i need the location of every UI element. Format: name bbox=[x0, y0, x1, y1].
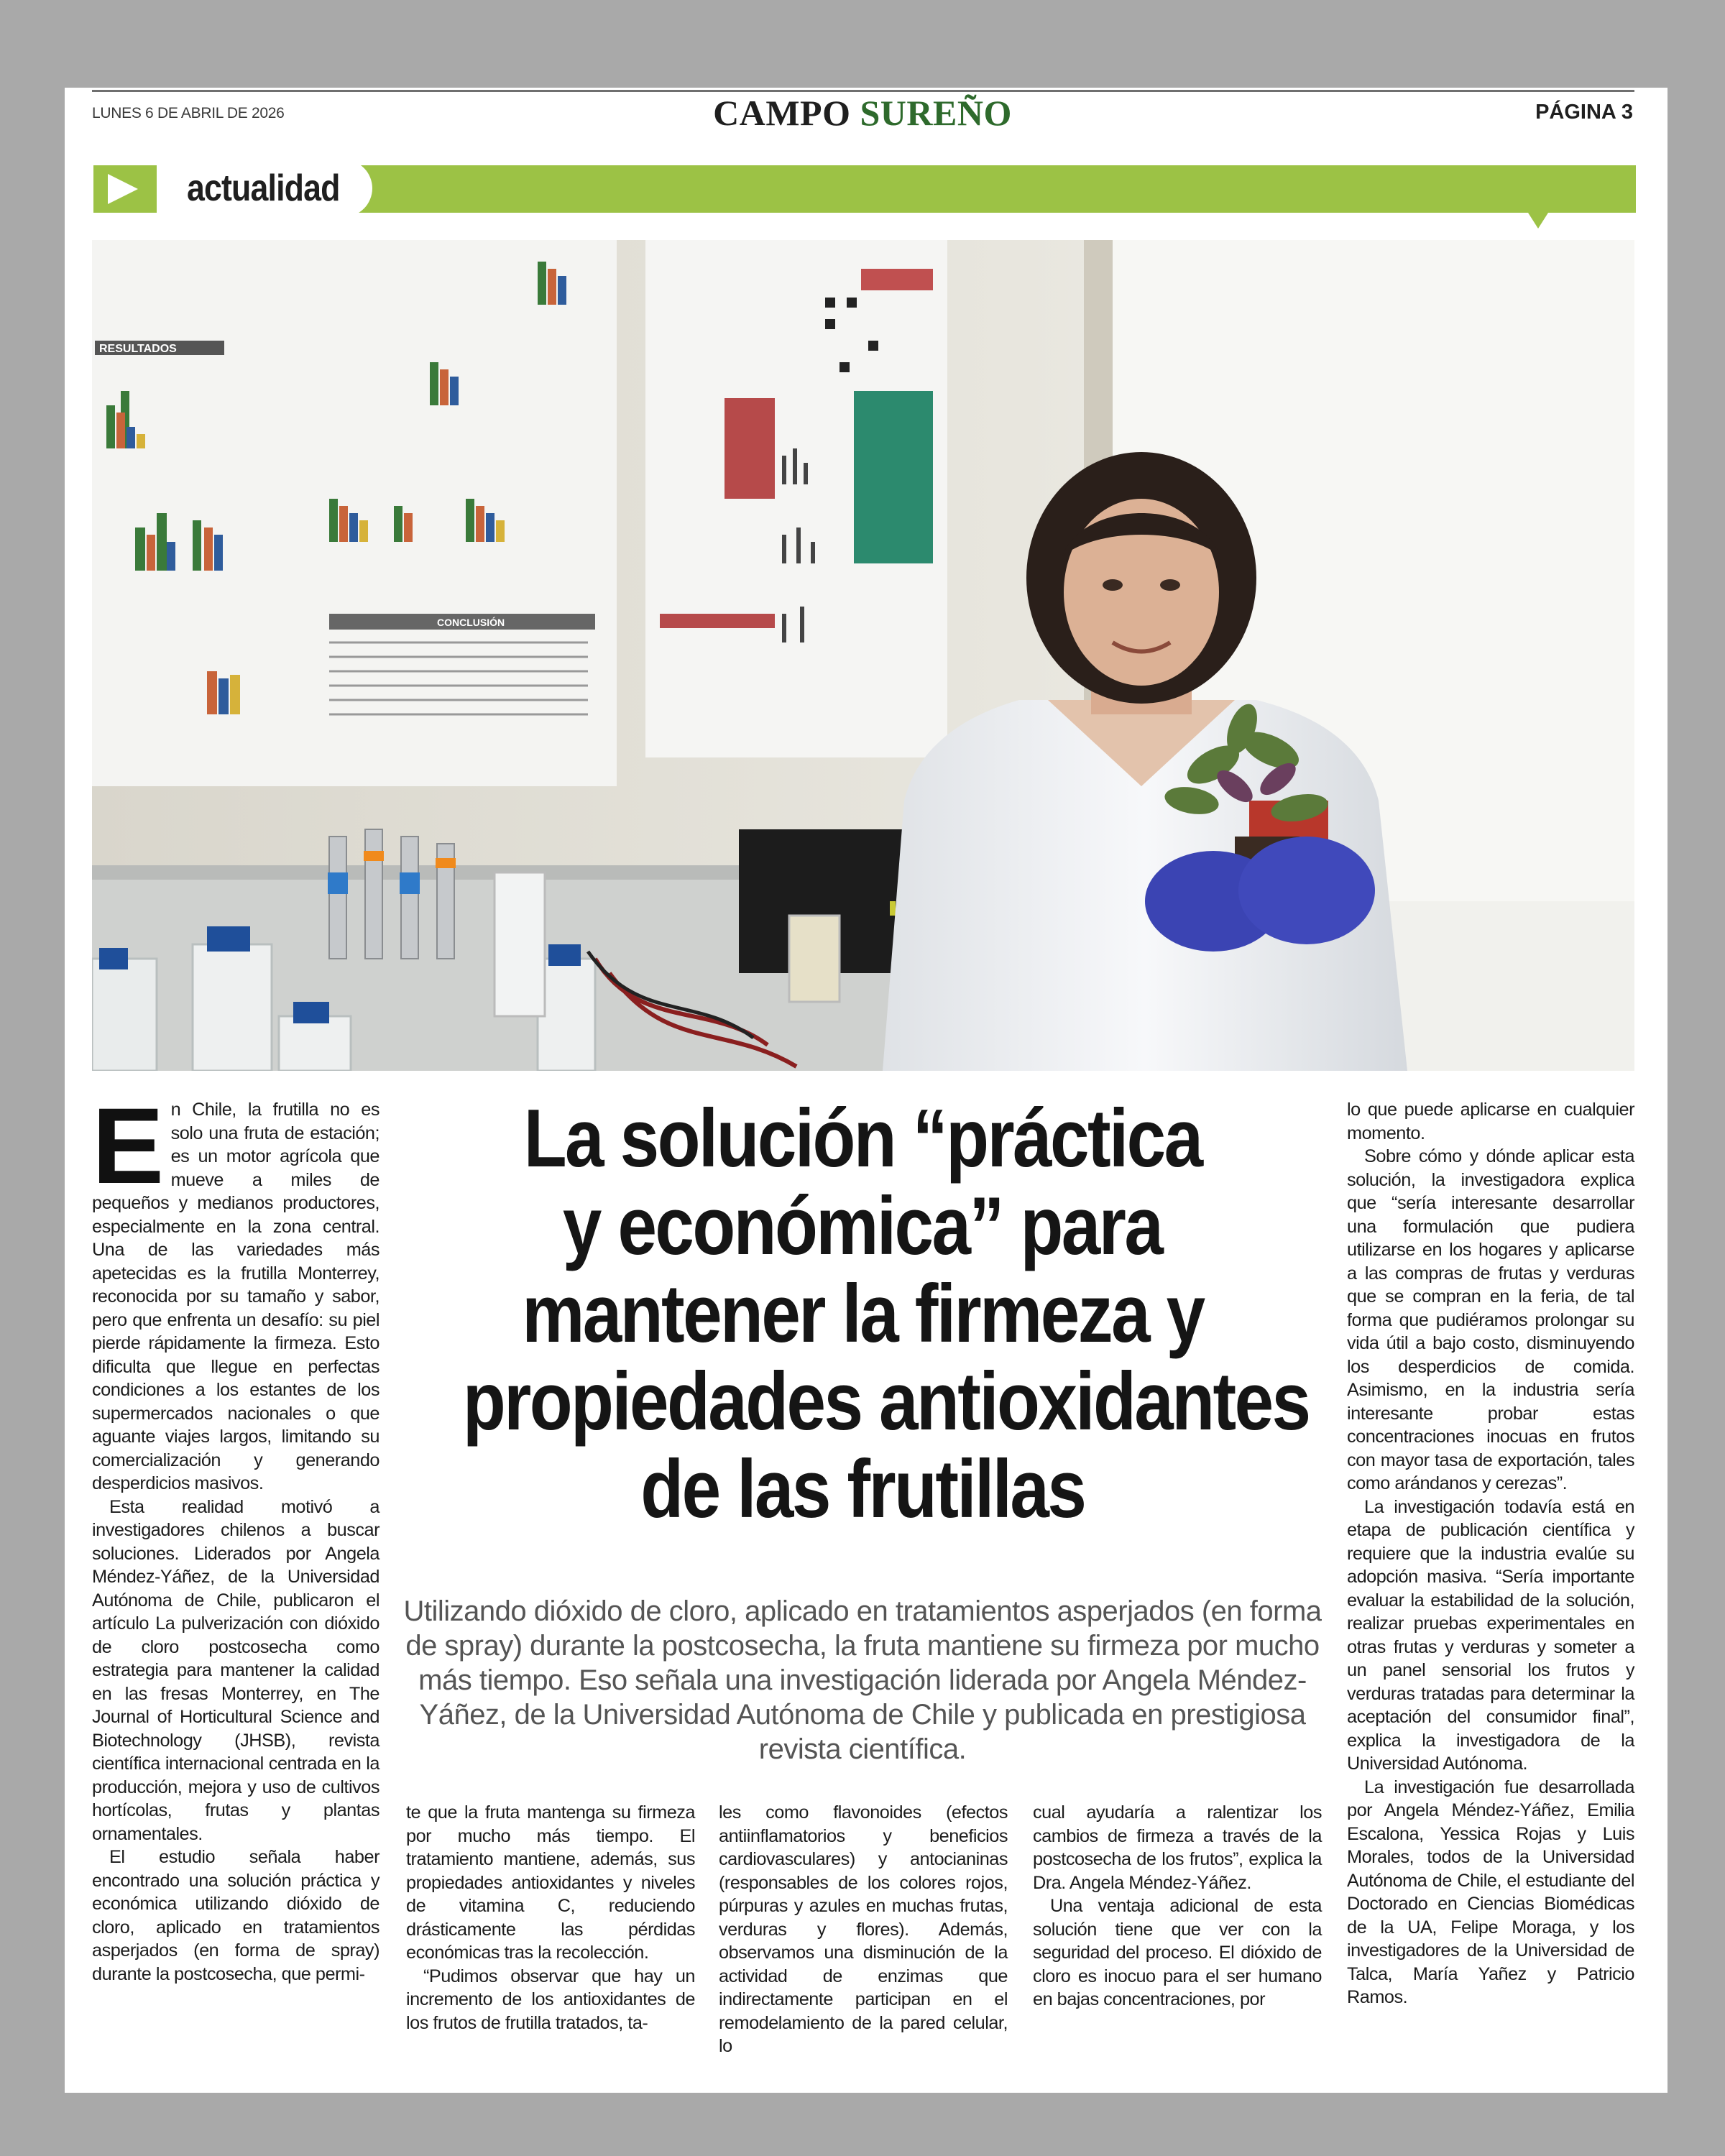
paragraph: La investigación fue desarrollada por Angela Méndez-Yáñez, Emilia Escalona, Yessica Rojas y Luis Morales, todos de la Universidad Autónoma de Chile, el estudiante del Doctorado en Ciencias Biomédicas de la UA, Felipe Moraga, y los investigadores de la Universidad de Talca, María Yañez y Patricio Ramos. bbox=[1347, 1777, 1634, 2007]
lab-photo bbox=[92, 240, 1634, 1071]
page-number: PÁGINA 3 bbox=[1535, 101, 1633, 124]
headline-line: mantener la firmeza y bbox=[521, 1268, 1204, 1360]
lab-photo-illustration bbox=[92, 240, 1634, 1071]
poster-conclusion-heading: CONCLUSIÓN bbox=[437, 617, 505, 628]
issue-date: LUNES 6 DE ABRIL DE 2026 bbox=[92, 105, 285, 121]
logo-word-sureno: SUREÑO bbox=[860, 93, 1012, 133]
paragraph: lo que puede aplicarse en cualquier momento. bbox=[1347, 1100, 1634, 1143]
dropcap: E bbox=[92, 1085, 164, 1206]
newspaper-logo bbox=[0, 92, 1725, 134]
article-column-4 bbox=[1033, 1801, 1322, 2012]
article-column-1 bbox=[92, 1085, 380, 1986]
paragraph: Esta realidad motivó a investigadores chilenos a buscar soluciones. Liderados por Angela Méndez-Yáñez, de la Universidad Autónoma de Chile, publicaron el artículo La pulverización con dióxido de cloro postcosecha como estrategia para mantener la calidad en las fresas Monterrey, en The Journal of Horticultural Science and Biotechnology (JHSB), revista científica internacional centrada en la producción, mejora y uso de cultivos hortícolas, frutas y plantas ornamentales. bbox=[92, 1496, 380, 1844]
article-deck: Utilizando dióxido de cloro, aplicado en tratamientos asperjados (en forma de spray) durante la postcosecha, la fruta mantiene su firmeza por mucho más tiempo. Eso señala una investigación liderada por Angela Méndez-Yáñez, de la Universidad Autónoma de Chile y publicada en prestigiosa revista científica. bbox=[403, 1595, 1322, 1765]
headline-line: propiedades antioxidantes bbox=[462, 1356, 1310, 1447]
paragraph: les como flavonoides (efectos antiinflamatorios y beneficios cardiovasculares) y antocianinas (responsables de los colores rojos, púrpuras y azules en muchas frutas, verduras y flores). Además, observamos una disminución de la actividad de enzimas que indirectamente participan en el remodelamiento de la pared celular, lo bbox=[719, 1802, 1008, 2056]
paragraph: Una ventaja adicional de esta solución tiene que ver con la seguridad del proceso. El dióxido de cloro es inocuo para el ser humano en bajas concentraciones, por bbox=[1033, 1896, 1322, 2009]
article-column-3 bbox=[719, 1801, 1008, 2058]
poster-results-heading: RESULTADOS bbox=[99, 343, 177, 355]
paragraph: El estudio señala haber encontrado una solución práctica y económica utilizando dióxido de cloro, aplicado en tratamientos asperjados (en forma de spray) durante la postcosecha, que permi- bbox=[92, 1847, 380, 1984]
article-headline bbox=[394, 1095, 1331, 1534]
play-icon bbox=[104, 171, 141, 207]
paragraph: te que la fruta mantenga su firmeza por mucho más tiempo. El tratamiento mantiene, además, sus propiedades antioxidantes y niveles de vitamina C, reduciendo drásticamente las pérdidas económicas tras la recolección. bbox=[406, 1802, 695, 1963]
paragraph: n Chile, la frutilla no es solo una fruta de estación; es un motor agrícola que mueve a miles de pequeños y medianos productores, especialmente en la zona central. Una de las variedades más apetecidas es la frutilla Monterrey, reconocida por su tamaño y sabor, pero que enfrenta un desafío: su piel pierde rápidamente la firmeza. Esto dificulta que llegue en perfectas condiciones a los estantes de los supermercados nacionales o que aguante viajes largos, limitando su comercialización y generando desperdicios masivos. bbox=[92, 1100, 380, 1493]
article-column-5 bbox=[1347, 1098, 1634, 2009]
headline-line: La solución “práctica bbox=[523, 1093, 1202, 1184]
paragraph: La investigación todavía está en etapa de publicación científica y requiere que la industria evalúe su adopción masiva. “Sería importante evaluar la estabilidad de la solución, realizar pruebas experimentales en otras frutas y verduras y someter a un panel sensorial los frutos y verduras tratadas para determinar la aceptación del consumidor final”, explica la investigadora de la Universidad Autónoma. bbox=[1347, 1496, 1634, 1774]
section-label: actualidad bbox=[187, 167, 340, 209]
headline-line: y económica” para bbox=[563, 1181, 1162, 1272]
article-column-2 bbox=[406, 1801, 695, 2035]
section-notch bbox=[1528, 213, 1548, 229]
paragraph: “Pudimos observar que hay un incremento de los antioxidantes de los frutos de frutilla tratados, ta- bbox=[406, 1966, 695, 2033]
paragraph: Sobre cómo y dónde aplicar esta solución, la investigadora explica que “sería interesante desarrollar una formulación que pudiera utilizarse en los hogares y aplicarse a las compras de frutas y verduras que se compran en la feria, de tal forma que pudiéramos prolongar su vida útil a bajo costo, disminuyendo los desperdicios de comida. Asimismo, en la industria sería interesante probar estas concentraciones inocuas en frutos con mayor tasa de exportación, tales como arándanos y cerezas”. bbox=[1347, 1146, 1634, 1493]
paragraph: cual ayudaría a ralentizar los cambios de firmeza a través de la postcosecha de los frutos”, explica la Dra. Angela Méndez-Yáñez. bbox=[1033, 1802, 1322, 1893]
headline-line: de las frutillas bbox=[640, 1444, 1085, 1535]
section-icon-box bbox=[93, 165, 151, 213]
logo-word-campo: CAMPO bbox=[713, 93, 851, 133]
